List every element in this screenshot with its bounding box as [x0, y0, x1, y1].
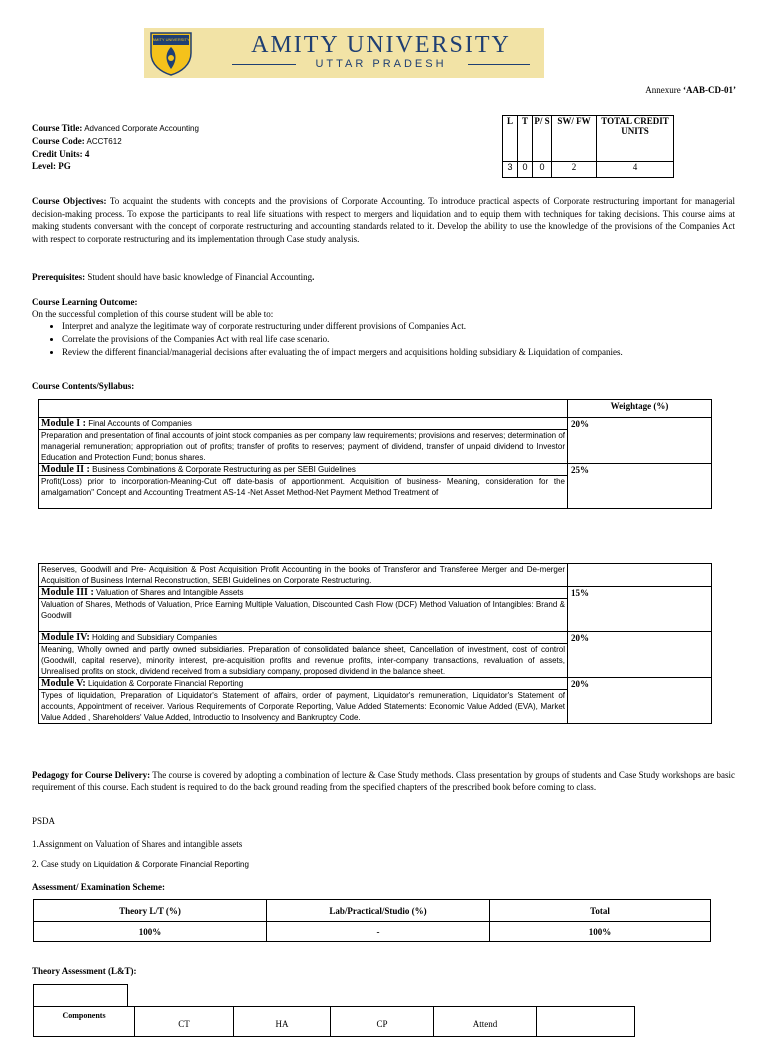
module-2-title: Module II : — [41, 464, 90, 475]
outcomes-label: Course Learning Outcome: — [32, 297, 138, 307]
component-ha: HA — [234, 1007, 331, 1037]
outcomes-intro: On the successful completion of this course student will be able to: — [32, 309, 274, 319]
credit-header-l: L — [503, 116, 518, 162]
crest-text: AMITY UNIVERSITY — [152, 37, 190, 42]
pedagogy: Pedagogy for Course Delivery: The course is covered by adopting a combination of lecture & Case Study methods. Class presentation by groups of students and Case Study workshops are basic requirement of this course. Each student is required to do the back ground reading from the specified chapters of the prescribed book before coming to class. — [32, 770, 735, 792]
theory-assessment-table — [33, 1006, 635, 1037]
list-item: • Correlate the provisions of the Companies Act with real life case scenario. — [62, 333, 735, 346]
component-ct: CT — [135, 1007, 234, 1037]
module-3-title: Module III : — [41, 587, 94, 598]
credit-value-swfw: 2 — [552, 162, 597, 178]
module-1-content: Preparation and presentation of final accounts of joint stock companies as per company law requirements; provisions and reserves; determination of managerial remuneration; appropriation out of profits; transfer of profits to reserves; payment of dividend, transfer of unpaid dividend to Investor Education and Protection Fund; bonus shares. — [41, 431, 565, 462]
learning-outcomes — [32, 296, 735, 359]
module-3-subtitle: Valuation of Shares and Intangible Assets — [93, 588, 244, 597]
university-campus: UTTAR PRADESH — [315, 58, 447, 70]
module-5-weight: 20% — [568, 678, 712, 724]
credit-units: Credit Units: 4 — [32, 149, 90, 159]
module-2-continued: Reserves, Goodwill and Pre- Acquisition & Post Acquisition Profit Accounting in the books of Transferor and Transferee Merger and De-merger Acquisition of Business Internal Reconstruction, SEBI Guidelines on Corporate Restructuring. — [39, 564, 568, 587]
assessment-value-total: 100% — [490, 922, 711, 942]
module-3-cell — [39, 587, 568, 632]
credit-header-swfw: SW/ FW — [552, 116, 597, 162]
module-3-weight: 15% — [568, 587, 712, 632]
module-2-subtitle: Business Combinations & Corporate Restructuring as per SEBI Guidelines — [89, 465, 356, 474]
university-crest-icon — [148, 31, 194, 76]
course-level: Level: PG — [32, 161, 71, 171]
component-cp: CP — [331, 1007, 434, 1037]
component-attendance: Attend — [434, 1007, 537, 1037]
module-1-subtitle: Final Accounts of Companies — [86, 419, 192, 428]
module-5-title: Module V: — [41, 678, 86, 689]
assessment-header-theory: Theory L/T (%) — [34, 900, 267, 922]
assessment-header-total: Total — [490, 900, 711, 922]
assessment-label: Assessment/ Examination Scheme: — [32, 882, 165, 892]
credit-value-l: 3 — [503, 162, 518, 178]
assessment-table — [33, 899, 711, 942]
prerequisites: Prerequisites: Student should have basic knowledge of Financial Accounting. — [32, 272, 315, 282]
weightage-header: Weightage (%) — [568, 400, 712, 418]
assessment-value-lab: - — [267, 922, 490, 942]
list-item: • Review the different financial/managerial decisions after evaluating the of impact mergers and acquisitions holding subsidiary & Liquidation of companies. — [62, 346, 735, 359]
module-1-title: Module I : — [41, 418, 86, 429]
credit-value-t: 0 — [518, 162, 533, 178]
module-4-subtitle: Holding and Subsidiary Companies — [89, 633, 217, 642]
module-2-weight: 25% — [568, 464, 712, 509]
list-item: • Interpret and analyze the legitimate way of corporate restructuring under different provisions of Companies Act. — [62, 320, 735, 333]
course-code-value: ACCT612 — [84, 137, 122, 146]
module-4-cell — [39, 632, 568, 678]
credit-table — [502, 115, 674, 178]
annexure-code: Annexure ‘AAB-CD-01’ — [645, 85, 736, 95]
module-3-content: Valuation of Shares, Methods of Valuation, Price Earning Multiple Valuation, Discounted Cash Flow (DCF) Method Valuation of Intangibles: Brand & Goodwill — [41, 600, 565, 620]
module-5-cell — [39, 678, 568, 724]
theory-assessment-label: Theory Assessment (L&T): — [32, 966, 137, 976]
module-1-weight: 20% — [568, 418, 712, 464]
psda-item-2: 2. Case study on Liquidation & Corporate Financial Reporting — [32, 859, 249, 869]
module-4-title: Module IV: — [41, 632, 90, 643]
module-5-subtitle: Liquidation & Corporate Financial Reporting — [85, 679, 244, 688]
university-name: AMITY UNIVERSITY — [251, 32, 511, 58]
credit-value-ps: 0 — [533, 162, 552, 178]
module-4-content: Meaning, Wholly owned and partly owned subsidiaries. Preparation of consolidated balance sheet, Cancellation of investment, cost of control (Goodwill, capital reserve), minority interest, pre-acquisition profits and revenue profits, inter-company transactions, revaluation of assets, Unrealised profits on stock, dividend received from a subsidiary company, proposed dividend in the balance sheet. — [41, 645, 565, 676]
syllabus-table-part2 — [38, 563, 712, 724]
syllabus-table-part1 — [38, 399, 712, 509]
components-label: Components — [34, 1007, 135, 1037]
assessment-header-lab: Lab/Practical/Studio (%) — [267, 900, 490, 922]
credit-header-total: TOTAL CREDIT UNITS — [597, 116, 674, 162]
credit-header-ps: P/ S — [533, 116, 552, 162]
credit-value-total: 4 — [597, 162, 674, 178]
module-5-content: Types of liquidation, Preparation of Liquidator's Statement of affairs, order of payment, Liquidator's remuneration, Liquidator's Statement of accounts, Appointment of receiver. Various Requirements of Corporate Reporting, Value Added Statements: Economic Value Added (EVA), Market Value Added , Shareholders' Value Added, Introductio to Insolvency and Bankruptcy Code. — [41, 691, 565, 722]
course-info — [32, 122, 432, 172]
psda-label: PSDA — [32, 816, 56, 826]
module-2-cell — [39, 464, 568, 509]
course-title-label: Course Title: — [32, 123, 83, 133]
assessment-value-theory: 100% — [34, 922, 267, 942]
course-objectives: Course Objectives: To acquaint the students with concepts and the provisions of Corporate Accounting. To introduce practical aspects of Corporate restructuring important for managerial decision-making process. To expose the participants to real life situations with respect to mergers and liquidation and to equip them with techniques for taking decisions. This course aims at making students conversant with the concept of corporate restructuring and accounting standards related to it. Develop the ability to use the knowledge of the provisions of the Companies Act with respect to corporate restructuring and its implementation through Case study analysis. — [32, 196, 735, 244]
module-2-content: Profit(Loss) prior to incorporation-Meaning-Cut off date-basis of apportionment. Acquisition of business- Meaning, consideration for the amalgamation" Concept and Accounting Treatment AS-14 -Net Asset Method-Net Payment Method Treatment of — [41, 477, 565, 497]
credit-header-t: T — [518, 116, 533, 162]
syllabus-label: Course Contents/Syllabus: — [32, 381, 135, 391]
course-title-value: Advanced Corporate Accounting — [82, 124, 199, 133]
module-1-cell — [39, 418, 568, 464]
module-4-weight: 20% — [568, 632, 712, 678]
outcomes-list — [32, 320, 735, 359]
theory-table-top-cell — [33, 984, 128, 1006]
course-code-label: Course Code: — [32, 136, 85, 146]
psda-item-1: 1.Assignment on Valuation of Shares and intangible assets — [32, 839, 243, 849]
